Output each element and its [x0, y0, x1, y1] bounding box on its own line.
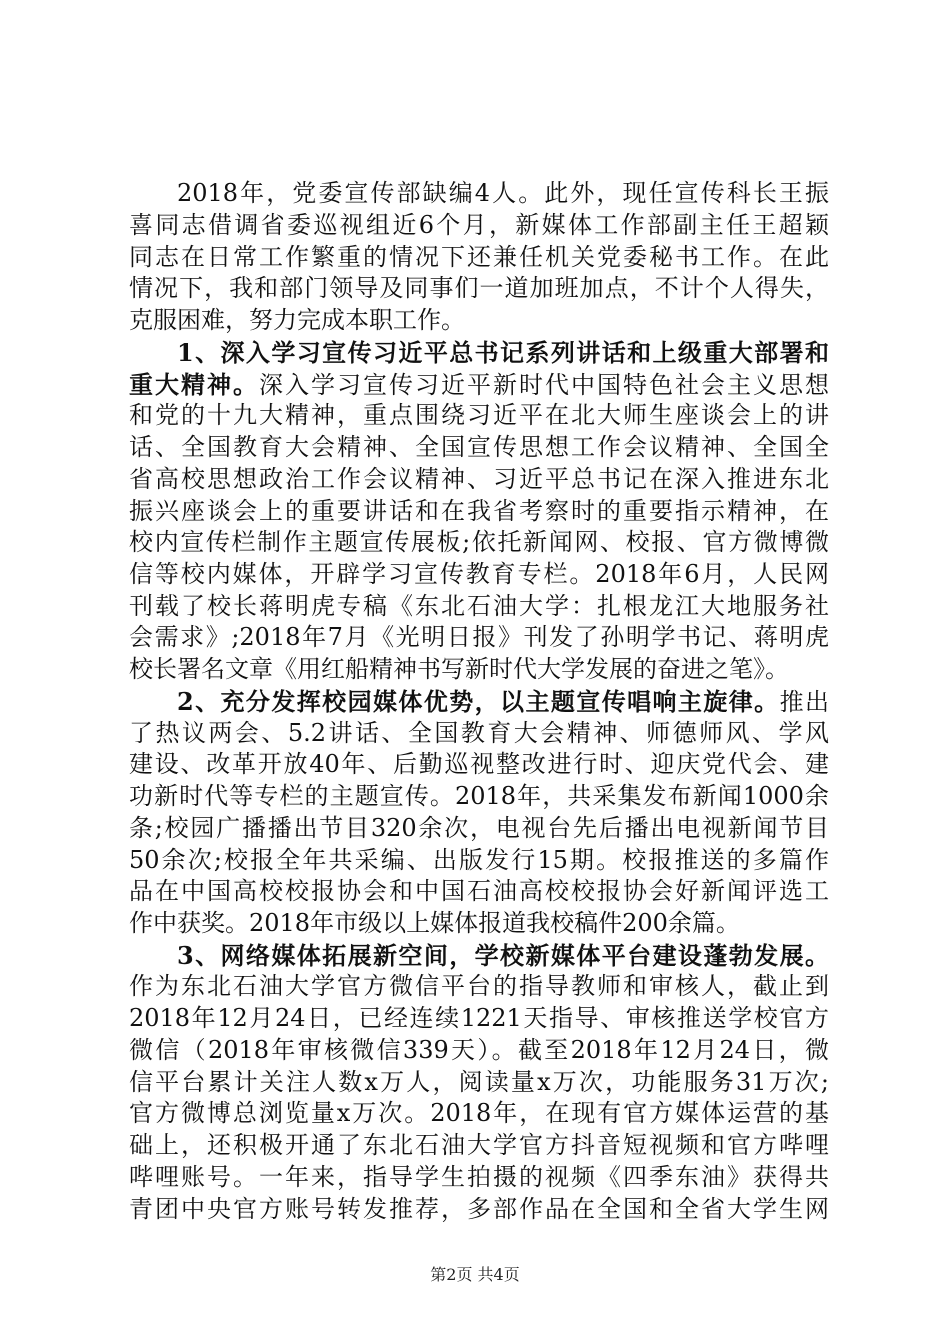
body-text: 了热议两会、5.2讲话、全国教育大会精神、师德师风、学风	[129, 719, 829, 747]
body-text: 50余次;校报全年共采编、出版发行15期。校报推送的多篇作	[129, 846, 829, 874]
section-1-line	[129, 496, 829, 527]
section-3-line	[129, 1162, 829, 1193]
body-text: 品在中国高校校报协会和中国石油高校校报协会好新闻评选工	[129, 877, 829, 905]
section-3-heading-line	[177, 940, 829, 971]
body-text: 条;校园广播播出节目320余次，电视台先后播出电视新闻节目	[129, 814, 829, 842]
body-text: 刊载了校长蒋明虎专稿《东北石油大学：扎根龙江大地服务社	[129, 592, 829, 620]
page-number: 第2页 共4页	[430, 1265, 520, 1284]
body-text: 话、全国教育大会精神、全国宣传思想工作会议精神、全国全	[129, 433, 829, 461]
body-text: 推出	[779, 688, 829, 716]
body-text: 哔哩账号。一年来，指导学生拍摄的视频《四季东油》获得共	[129, 1163, 829, 1191]
paragraph-1-line	[177, 178, 829, 209]
section-2-heading-line	[177, 686, 829, 717]
body-text: 建设、改革开放40年、后勤巡视整改进行时、迎庆党代会、建	[129, 750, 829, 778]
paragraph-1-line	[129, 242, 829, 273]
section-heading: 2、充分发挥校园媒体优势，以主题宣传唱响主旋律。	[177, 687, 780, 716]
section-1-line	[129, 654, 829, 685]
body-text: 情况下，我和部门领导及同事们一道加班加点，不计个人得失，	[129, 274, 829, 302]
body-text: 官方微博总浏览量x万次。2018年，在现有官方媒体运营的基	[129, 1099, 829, 1127]
body-text: 会需求》;2018年7月《光明日报》刊发了孙明学书记、蒋明虎	[129, 623, 829, 651]
section-heading: 3、网络媒体拓展新空间，学校新媒体平台建设蓬勃发展。	[177, 941, 829, 970]
section-1-line	[129, 369, 829, 400]
section-2-line	[129, 781, 829, 812]
section-heading: 重大精神。	[129, 370, 259, 399]
section-2-line	[129, 813, 829, 844]
section-3-line	[129, 1067, 829, 1098]
section-1-heading-line	[177, 337, 829, 368]
section-heading: 1、深入学习宣传习近平总书记系列讲话和上级重大部署和	[177, 338, 829, 367]
paragraph-1-line	[129, 273, 829, 304]
section-3-line	[129, 1003, 829, 1034]
body-text: 深入学习宣传习近平新时代中国特色社会主义思想	[259, 371, 829, 399]
section-2-line	[129, 876, 829, 907]
section-1-line	[129, 559, 829, 590]
body-text: 2018年12月24日，已经连续1221天指导、审核推送学校官方	[129, 1004, 829, 1032]
body-text: 信平台累计关注人数x万人，阅读量x万次，功能服务31万次;	[129, 1068, 829, 1096]
section-2-line	[129, 718, 829, 749]
body-text: 省高校思想政治工作会议精神、习近平总书记在深入推进东北	[129, 465, 829, 493]
section-1-line	[129, 591, 829, 622]
section-2-line	[129, 908, 829, 939]
body-text: 青团中央官方账号转发推荐，多部作品在全国和全省大学生网	[129, 1195, 829, 1223]
body-text: 和党的十九大精神，重点围绕习近平在北大师生座谈会上的讲	[129, 401, 829, 429]
body-text: 同志在日常工作繁重的情况下还兼任机关党委秘书工作。在此	[129, 243, 829, 271]
section-3-line	[129, 971, 829, 1002]
section-1-line	[129, 622, 829, 653]
body-text: 校长署名文章《用红船精神书写新时代大学发展的奋进之笔》。	[129, 655, 789, 683]
section-3-line	[129, 1130, 829, 1161]
paragraph-1-line	[129, 210, 829, 241]
section-2-line	[129, 749, 829, 780]
section-1-line	[129, 527, 829, 558]
body-text: 2018年，党委宣传部缺编4人。此外，现任宣传科长王振	[177, 179, 829, 207]
section-3-line	[129, 1098, 829, 1129]
paragraph-1-line	[129, 305, 829, 336]
page-footer	[0, 1265, 950, 1285]
body-text: 功新时代等专栏的主题宣传。2018年，共采集发布新闻1000余	[129, 782, 829, 810]
section-2-line	[129, 845, 829, 876]
section-3-line	[129, 1194, 829, 1225]
section-3-line	[129, 1035, 829, 1066]
body-text: 振兴座谈会上的重要讲话和在我省考察时的重要指示精神，在	[129, 497, 829, 525]
body-text: 喜同志借调省委巡视组近6个月，新媒体工作部副主任王超颖	[129, 211, 829, 239]
body-text: 作中获奖。2018年市级以上媒体报道我校稿件200余篇。	[129, 909, 740, 937]
section-1-line	[129, 432, 829, 463]
body-text: 微信（2018年审核微信339天）。截至2018年12月24日，微	[129, 1036, 829, 1064]
body-text: 校内宣传栏制作主题宣传展板;依托新闻网、校报、官方微博微	[129, 528, 829, 556]
body-text: 克服困难，努力完成本职工作。	[129, 306, 465, 334]
body-text: 信等校内媒体，开辟学习宣传教育专栏。2018年6月，人民网	[129, 560, 829, 588]
section-1-line	[129, 464, 829, 495]
body-text: 础上，还积极开通了东北石油大学官方抖音短视频和官方哔哩	[129, 1131, 829, 1159]
body-text: 作为东北石油大学官方微信平台的指导教师和审核人，截止到	[129, 972, 829, 1000]
section-1-line	[129, 400, 829, 431]
